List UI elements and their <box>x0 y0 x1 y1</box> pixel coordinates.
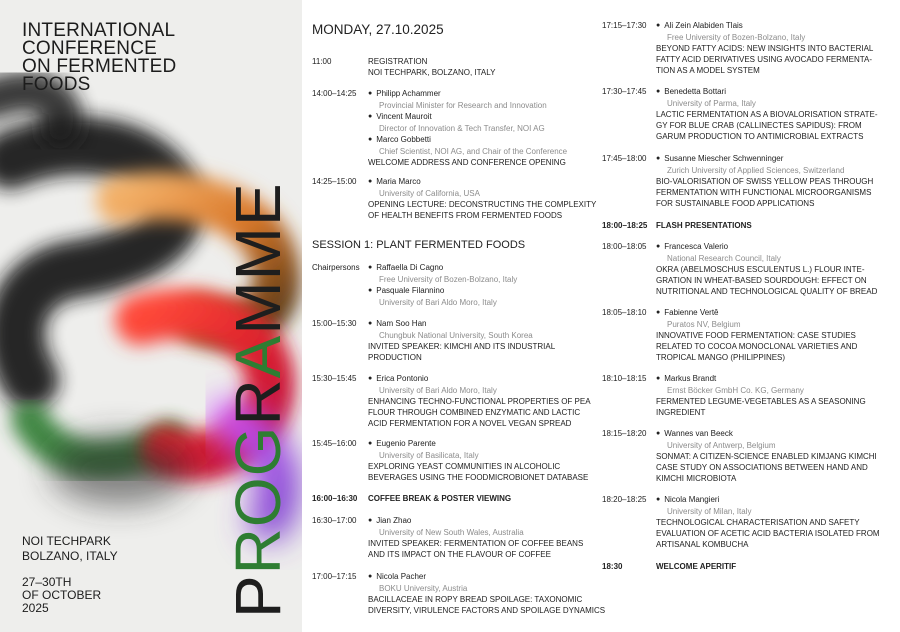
speaker-name: ● Susanne Miescher Schwenninger <box>656 153 892 165</box>
entry-time: 11:00 <box>312 57 332 66</box>
speaker-name: ● Marco Gobbetti <box>368 134 594 146</box>
date-line: 2025 <box>22 601 49 615</box>
cover-panel <box>0 0 302 632</box>
speaker-name: ● Pasquale Filannino <box>368 285 594 297</box>
programme-letter: E <box>222 182 294 226</box>
conference-title <box>22 22 222 94</box>
speaker-name: ● Nicola Pacher <box>368 571 594 583</box>
entry-body <box>656 241 892 297</box>
talk-title: GARUM PRODUCTION TO ANTIMICROBIAL EXTRACTS <box>656 132 864 141</box>
programme-letter: M <box>222 226 294 281</box>
speaker-affiliation: University of Bari Aldo Moro, Italy <box>379 386 497 395</box>
entry-body <box>368 493 594 504</box>
talk-title: ARTISANAL KOMBUCHA <box>656 540 749 549</box>
speaker-name: ● Vincent Mauroit <box>368 111 594 123</box>
talk-title: AND ITS IMPACT ON THE FLAVOUR OF COFFEE <box>368 550 551 559</box>
entry-time: 18:05–18:10 <box>602 308 647 317</box>
title-line: INTERNATIONAL <box>22 20 176 41</box>
speaker-name: ● Nam Soo Han <box>368 318 594 330</box>
talk-title: WELCOME ADDRESS AND CONFERENCE OPENING <box>368 158 566 167</box>
speaker-name: ● Nicola Mangieri <box>656 494 892 506</box>
entry-time: 17:45–18:00 <box>602 154 647 163</box>
talk-title: COFFEE BREAK & POSTER VIEWING <box>368 494 512 503</box>
talk-title: INVITED SPEAKER: FERMENTATION OF COFFEE BEANS <box>368 539 584 548</box>
entry-time: 16:30–17:00 <box>312 516 357 525</box>
entry-time: 16:00–16:30 <box>312 494 358 503</box>
programme-letter: R <box>222 527 294 575</box>
programme-letter: M <box>222 280 294 335</box>
entry-time: 17:15–17:30 <box>602 21 647 30</box>
talk-title: FOR SUSTAINABLE FOOD APPLICATIONS <box>656 199 815 208</box>
speaker-affiliation: Chungbuk National University, South Korea <box>379 331 533 340</box>
speaker-affiliation: University of California, USA <box>379 189 480 198</box>
speaker-affiliation: Ernst Böcker GmbH Co. KG, Germany <box>667 386 804 395</box>
entry-body <box>656 373 892 418</box>
entry-time: 18:30 <box>602 562 623 571</box>
speaker-name: ● Maria Marco <box>368 176 594 188</box>
talk-title: NUTRITIONAL AND TECHNOLOGICAL QUALITY OF BREAD <box>656 287 878 296</box>
speaker-name: ● Markus Brandt <box>656 373 892 385</box>
entry-body <box>368 88 594 168</box>
speaker-name: ● Erica Pontonio <box>368 373 594 385</box>
speaker-affiliation: University of New South Wales, Australia <box>379 528 524 537</box>
entry-body <box>368 438 594 483</box>
programme-letter: P <box>222 574 294 618</box>
entry-time: 15:30–15:45 <box>312 374 357 383</box>
speaker-affiliation: Chief Scientist, NOI AG, and Chair of the Conference <box>379 147 568 156</box>
talk-title: GRATION IN WHEAT-BASED SOURDOUGH: EFFECT ON <box>656 276 867 285</box>
entry-time: 18:00–18:05 <box>602 242 647 251</box>
talk-title: FERMENTED LEGUME-VEGETABLES AS A SEASONING <box>656 397 866 406</box>
speaker-affiliation: University of Parma, Italy <box>667 99 756 108</box>
talk-title: OPENING LECTURE: DECONSTRUCTING THE COMPLEXITY <box>368 200 597 209</box>
speaker-name: ● Fabienne Vertê <box>656 307 892 319</box>
venue-line: BOLZANO, ITALY <box>22 549 118 563</box>
speaker-name: ● Wannes van Beeck <box>656 428 892 440</box>
talk-title: BEVERAGES USING THE FOODMICROBIONET DATABASE <box>368 473 589 482</box>
speaker-affiliation: Zurich University of Applied Sciences, Switzerland <box>667 166 845 175</box>
entry-body <box>368 515 594 560</box>
entry-body <box>656 561 892 572</box>
venue <box>22 534 118 564</box>
talk-title: OF HEALTH BENEFITS FROM FERMENTED FOODS <box>368 211 563 220</box>
talk-title: TECHNOLOGICAL CHARACTERISATION AND SAFETY <box>656 518 860 527</box>
speaker-affiliation: Puratos NV, Belgium <box>667 320 741 329</box>
venue-line: NOI TECHPARK <box>22 534 111 548</box>
entry-time: 17:30–17:45 <box>602 87 647 96</box>
entry-body <box>656 153 892 209</box>
talk-title: SONMAT: A CITIZEN-SCIENCE ENABLED KIMJANG KIMCHI <box>656 452 877 461</box>
speaker-affiliation: University of Basilicata, Italy <box>379 451 479 460</box>
speaker-affiliation: BOKU University, Austria <box>379 584 468 593</box>
entry-time: 18:10–18:15 <box>602 374 647 383</box>
talk-title: FLASH PRESENTATIONS <box>656 221 752 230</box>
talk-title: OKRA (ABELMOSCHUS ESCULENTUS L.) FLOUR INTE- <box>656 265 865 274</box>
entry-body <box>656 220 892 231</box>
entry-body <box>656 86 892 142</box>
conference-dates <box>22 576 101 615</box>
talk-title: RELATED TO COCOA MONOCLONAL VARIETIES AND <box>656 342 858 351</box>
talk-title: PRODUCTION <box>368 353 422 362</box>
entry-time: 15:45–16:00 <box>312 439 357 448</box>
programme-letter: O <box>222 476 294 528</box>
speaker-affiliation: University of Milan, Italy <box>667 507 752 516</box>
speaker-affiliation: Provincial Minister for Research and Innovation <box>379 101 547 110</box>
speaker-name: ● Philipp Achammer <box>368 88 594 100</box>
entry-time: 17:00–17:15 <box>312 572 357 581</box>
entry-time: 14:25–15:00 <box>312 177 357 186</box>
speaker-affiliation: National Research Council, Italy <box>667 254 781 263</box>
title-line: FOODS <box>22 74 91 95</box>
speaker-affiliation: Free University of Bozen-Bolzano, Italy <box>379 275 518 284</box>
entry-body <box>656 428 892 484</box>
talk-title: BIO-VALORISATION OF SWISS YELLOW PEAS THROUGH <box>656 177 874 186</box>
entry-body <box>368 56 594 78</box>
talk-title: GY FOR BLUE CRAB (CALLINECTES SAPIDUS): FROM <box>656 121 862 130</box>
speaker-name: ● Raffaella Di Cagno <box>368 262 594 274</box>
talk-title: INNOVATIVE FOOD FERMENTATION: CASE STUDIES <box>656 331 856 340</box>
speaker-name: ● Francesca Valerio <box>656 241 892 253</box>
entry-body <box>656 494 892 550</box>
programme-letter: R <box>222 378 294 426</box>
entry-time: 15:00–15:30 <box>312 319 357 328</box>
entry-body <box>656 20 892 76</box>
speaker-name: ● Jian Zhao <box>368 515 594 527</box>
talk-title: BEYOND FATTY ACIDS: NEW INSIGHTS INTO BACTERIAL <box>656 44 874 53</box>
talk-title: FLOUR THROUGH COMBINED ENZYMATIC AND LACTIC <box>368 408 581 417</box>
speaker-affiliation: Free University of Bozen-Bolzano, Italy <box>667 33 806 42</box>
talk-title: INVITED SPEAKER: KIMCHI AND ITS INDUSTRIAL <box>368 342 556 351</box>
talk-title: FATTY ACID DERIVATIVES USING AVOCADO FERMENTA- <box>656 55 873 64</box>
talk-title: ENHANCING TECHNO-FUNCTIONAL PROPERTIES OF PEA <box>368 397 591 406</box>
title-line: ON FERMENTED <box>22 56 177 77</box>
entry-body <box>368 318 594 363</box>
day-title: MONDAY, 27.10.2025 <box>312 22 444 37</box>
entry-body <box>656 307 892 363</box>
speaker-affiliation: University of Antwerp, Belgium <box>667 441 776 450</box>
entry-body <box>368 176 597 221</box>
entry-time: 14:00–14:25 <box>312 89 357 98</box>
talk-title: TION AS A MODEL SYSTEM <box>656 66 760 75</box>
date-line: OF OCTOBER <box>22 588 102 602</box>
title-line: CONFERENCE <box>22 38 158 59</box>
talk-title: ACID FERMENTATION FOR A NOVEL VEGAN SPREAD <box>368 419 572 428</box>
entry-time: 18:00–18:25 <box>602 221 648 230</box>
talk-title: TROPICAL MANGO (PHILIPPINES) <box>656 353 786 362</box>
entry-body <box>368 571 606 616</box>
entry-body <box>368 262 594 308</box>
speaker-name: ● Benedetta Bottari <box>656 86 892 98</box>
talk-title: WELCOME APERITIF <box>656 562 737 571</box>
talk-title: EXPLORING YEAST COMMUNITIES IN ALCOHOLIC <box>368 462 561 471</box>
programme-letter: G <box>222 425 294 477</box>
talk-title: REGISTRATION <box>368 57 428 66</box>
talk-title: LACTIC FERMENTATION AS A BIOVALORISATION STRATE- <box>656 110 878 119</box>
speaker-name: ● Ali Zein Alabiden Tlais <box>656 20 892 32</box>
speaker-affiliation: Director of Innovation & Tech Transfer, NOI AG <box>379 124 545 133</box>
programme-letter: A <box>222 334 294 379</box>
date-line: 27–30TH <box>22 575 72 589</box>
entry-body <box>368 373 594 429</box>
talk-title: NOI TECHPARK, BOLZANO, ITALY <box>368 68 496 77</box>
talk-title: BACILLACEAE IN ROPY BREAD SPOILAGE: TAXONOMIC <box>368 595 583 604</box>
talk-title: DIVERSITY, VIRULENCE FACTORS AND SPOILAGE DYNAMICS <box>368 606 606 615</box>
talk-title: INGREDIENT <box>656 408 706 417</box>
speaker-affiliation: University of Bari Aldo Moro, Italy <box>379 298 497 307</box>
speaker-name: ● Eugenio Parente <box>368 438 594 450</box>
entry-time: 18:20–18:25 <box>602 495 647 504</box>
talk-title: KIMCHI MICROBIOTA <box>656 474 737 483</box>
programme-heading <box>222 182 294 618</box>
talk-title: EVALUATION OF ACETIC ACID BACTERIA ISOLATED FROM <box>656 529 880 538</box>
entry-time: Chairpersons <box>312 263 360 272</box>
entry-time: 18:15–18:20 <box>602 429 647 438</box>
talk-title: FERMENTATION WITH FUNCTIONAL MICROORGANISMS <box>656 188 872 197</box>
session-title: SESSION 1: PLANT FERMENTED FOODS <box>312 239 526 251</box>
talk-title: CASE STUDY ON ASSOCIATIONS BETWEEN HAND AND <box>656 463 868 472</box>
